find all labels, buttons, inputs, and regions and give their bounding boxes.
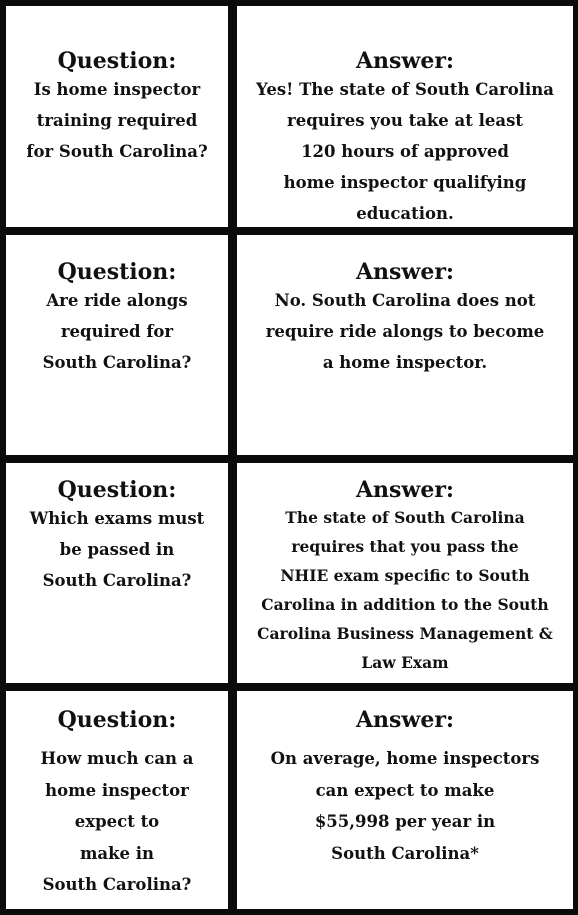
answer-text-line: On average, home inspectors [270, 749, 540, 768]
answer-text-line: NHIE exam specific to South [280, 566, 530, 585]
answer-heading: Answer: [355, 477, 455, 503]
question-text-line: Which exams must [29, 509, 205, 528]
question-text-line: make in [79, 843, 155, 863]
question-card-1 [6, 6, 228, 227]
answer-text-line: No. South Carolina does not [274, 291, 536, 310]
question-text-line: expect to [74, 812, 160, 831]
answer-text-line: $55,998 per year in [314, 812, 496, 831]
answer-card-1 [237, 6, 573, 227]
answer-text-line: a home inspector. [322, 353, 488, 372]
question-text-line: training required [36, 111, 198, 130]
question-text-line: be passed in [59, 540, 175, 559]
question-heading: Question: [57, 259, 177, 285]
answer-heading: Answer: [355, 48, 455, 74]
question-heading: Question: [57, 48, 177, 74]
question-text-line: South Carolina? [42, 571, 192, 590]
question-text-line: Are ride alongs [46, 291, 188, 310]
answer-text-line: education. [356, 204, 454, 223]
answer-card-2 [237, 235, 573, 455]
question-text-line: for South Carolina? [26, 142, 208, 161]
question-text-line: home inspector [45, 780, 189, 800]
question-card-3 [6, 463, 228, 683]
answer-card-3 [237, 463, 573, 683]
answer-text-line: require ride alongs to become [265, 322, 545, 341]
answer-text-line: can expect to make [315, 780, 495, 800]
answer-text-line: 120 hours of approved [301, 142, 509, 161]
question-text-line: How much can a [40, 749, 194, 768]
answer-text-line: requires you take at least [287, 111, 523, 130]
question-text-line: required for [60, 322, 174, 341]
answer-text-line: requires that you pass the [291, 537, 519, 556]
answer-text-line: The state of South Carolina [285, 508, 525, 527]
answer-card-4 [237, 691, 573, 909]
question-heading: Question: [57, 477, 177, 503]
answer-text-line: South Carolina* [331, 843, 479, 863]
answer-text-line: Carolina Business Management & [257, 624, 553, 643]
answer-heading: Answer: [355, 707, 455, 733]
answer-text-line: home inspector qualifying [283, 173, 527, 192]
question-heading: Question: [57, 707, 177, 733]
answer-heading: Answer: [355, 259, 455, 285]
answer-text-line: Yes! The state of South Carolina [256, 80, 554, 99]
answer-text-line: Law Exam [361, 653, 449, 672]
question-text-line: Is home inspector [33, 80, 201, 99]
question-text-line: South Carolina? [42, 875, 192, 894]
answer-text-line: Carolina in addition to the South [261, 595, 549, 614]
question-card-2 [6, 235, 228, 455]
question-text-line: South Carolina? [42, 353, 192, 372]
question-card-4 [6, 691, 228, 909]
